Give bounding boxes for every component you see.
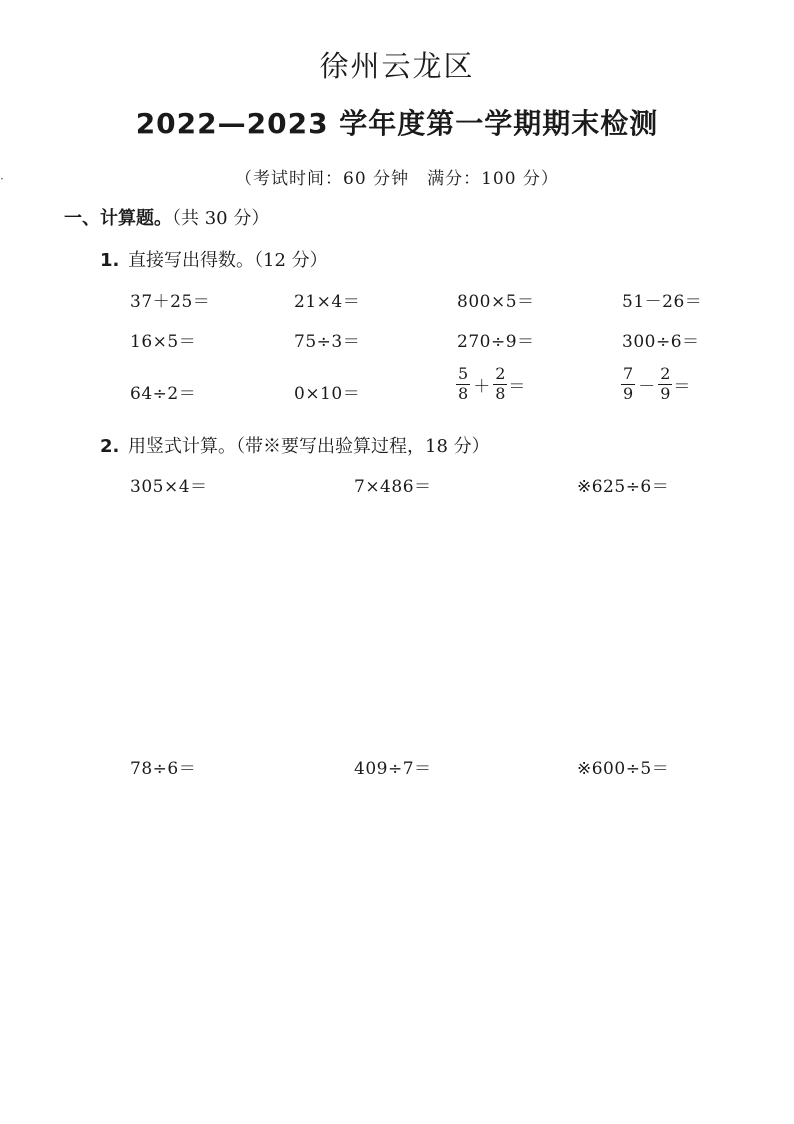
denominator: 9	[660, 383, 671, 403]
calc-item: 64÷2＝	[130, 384, 197, 404]
vertical-calc-item: 409÷7＝	[354, 759, 432, 779]
calc-item: 800×5＝	[457, 292, 535, 312]
calc-item: 51－26＝	[622, 292, 703, 312]
question-2-text: 用竖式计算。（带※要写出验算过程，18 分）	[128, 436, 490, 457]
region-title: 徐州云龙区	[319, 49, 475, 83]
fraction-expression-add	[455, 366, 525, 403]
numerator: 2	[495, 364, 506, 383]
calc-item: 0×10＝	[294, 384, 361, 404]
question-1-text: 直接写出得数。（12 分）	[128, 250, 328, 271]
calc-item: 75÷3＝	[294, 332, 361, 352]
numerator: 7	[623, 364, 634, 383]
vertical-calc-item: 78÷6＝	[130, 759, 197, 779]
equals-sign: ＝	[673, 376, 691, 397]
question-1-title	[100, 246, 328, 272]
exam-title: 2022—2023 学年度第一学期期末检测	[135, 107, 659, 140]
margin-mark: ·	[0, 172, 4, 186]
vertical-calc-item: 7×486＝	[354, 477, 432, 497]
calc-item: 300÷6＝	[622, 332, 700, 352]
question-2-title	[100, 432, 490, 458]
section-heading	[64, 204, 269, 230]
vertical-calc-item: ※600÷5＝	[577, 759, 670, 779]
section-score: （共 30 分）	[172, 208, 270, 229]
fraction	[456, 366, 470, 403]
denominator: 8	[458, 383, 469, 403]
fraction	[658, 366, 672, 403]
calc-item: 21×4＝	[294, 292, 361, 312]
fraction	[621, 366, 635, 403]
numerator: 5	[458, 364, 469, 383]
exam-info: （考试时间：60 分钟 满分：100 分）	[235, 169, 559, 189]
operator: －	[638, 376, 656, 397]
calc-item: 270÷9＝	[457, 332, 535, 352]
vertical-calc-item: 305×4＝	[130, 477, 208, 497]
denominator: 8	[495, 383, 506, 403]
section-label: 一、计算题。	[64, 208, 172, 229]
question-1-number: 1.	[100, 250, 120, 271]
vertical-calc-item: ※625÷6＝	[577, 477, 670, 497]
numerator: 2	[660, 364, 671, 383]
calc-item: 37＋25＝	[130, 292, 211, 312]
operator: ＋	[473, 376, 491, 397]
fraction-expression-subtract	[620, 366, 690, 403]
denominator: 9	[623, 383, 634, 403]
equals-sign: ＝	[508, 376, 526, 397]
question-2-number: 2.	[100, 436, 120, 457]
calc-item: 16×5＝	[130, 332, 197, 352]
fraction	[493, 366, 507, 403]
